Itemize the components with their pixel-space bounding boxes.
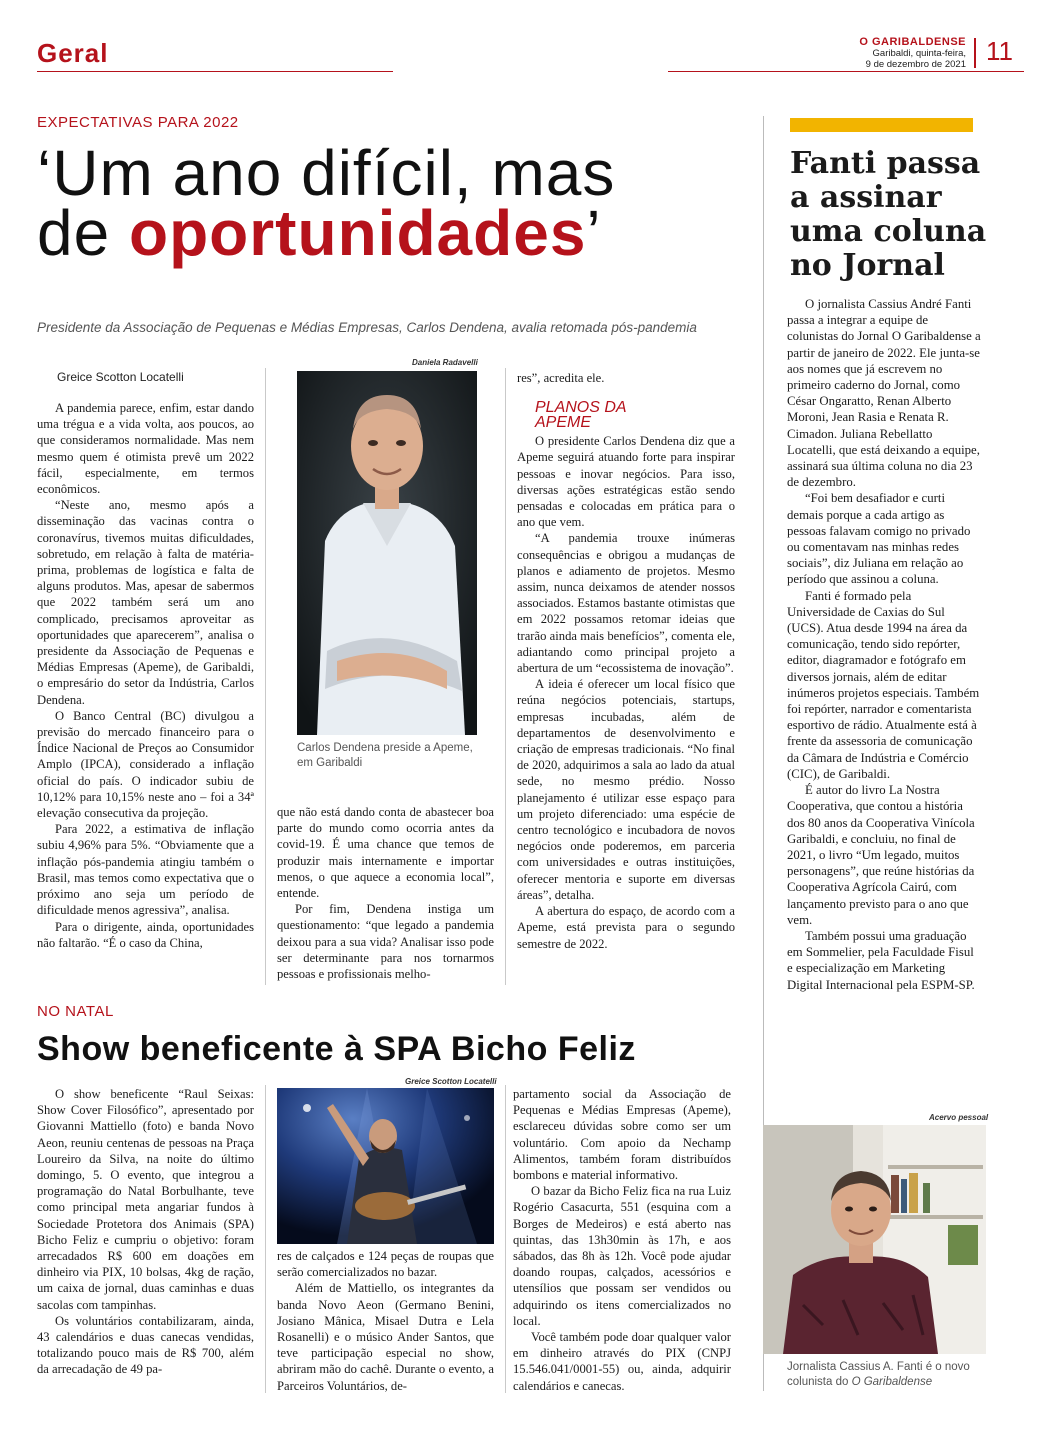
page-number-divider [974, 38, 976, 68]
paragraph: É autor do livro La Nostra Cooperativa, que contou a história dos 80 anos da Cooperativa Vinícola Garibaldi, e concluiu, no final de 2021, o livro “Um legado, muitos personagens”, que reúne histórias da Cooperativa Agrícola Cairú, com lançamento previsto para o ano que vem. [787, 783, 975, 927]
second-column-2 [277, 1248, 494, 1394]
paragraph: “Foi bem desafiador e curti demais porque a cada artigo as pessoas falavam comigo no privado ou comentavam nas minhas redes sociais”, diz Juliana em relação ao período que assinou a coluna. [787, 491, 971, 587]
headline-line-2: de oportunidades’ [37, 197, 602, 269]
paragraph: O presidente Carlos Dendena diz que a Apeme seguirá atuando forte para inspirar pessoas e inovar negócios. Para isso, diversas ações estratégicas estão sendo pensadas e colocadas em prática para o ano que vem. [517, 434, 735, 530]
second-column-1 [37, 1086, 254, 1378]
column-rule [505, 1085, 506, 1393]
photo-credit: Acervo pessoal [929, 1113, 989, 1122]
page-number: 11 [986, 36, 1013, 66]
paragraph: Os voluntários contabilizaram, ainda, 43 calendários e duas canecas vendidas, totalizando pouco mais de R$ 700, além da arrecadação de 49 pa- [37, 1313, 254, 1377]
column-rule [505, 368, 506, 985]
paragraph: O Banco Central (BC) divulgou a previsão do mercado financeiro para o Índice Nacional de Preços ao Consumidor Amplo (IPCA), considerado a inflação oficial do país. O indicador subiu de 10,12% para 10,15% neste ano – foi a 34ª elevação consecutiva da projeção. [37, 708, 254, 821]
subhead-planos: PLANOS DA APEME [535, 399, 627, 432]
sidebar-body [787, 296, 982, 993]
paragraph: A pandemia parece, enfim, estar dando uma trégua e a vida volta, aos poucos, ao que consideramos normalidade. Mas nem mesmo quem é otimista prevê um 2022 fácil, especialmente, em termos econômicos. [37, 401, 254, 497]
main-deck: Presidente da Associação de Pequenas e Médias Empresas, Carlos Dendena, avalia retomada pós-pandemia [37, 320, 697, 335]
headline-highlight: oportunidades [128, 197, 587, 269]
fanti-photo [763, 1125, 986, 1354]
second-column-3 [513, 1086, 731, 1394]
concert-photo [277, 1088, 494, 1244]
paragraph: Além de Mattiello, os integrantes da banda Novo Aeon (Germano Benini, Josiano Mânica, Misael Dutra e Lela Rosanelli) e o músico Ander Santos, que teve participação especial no show, abriram mão do cachê. Durante o evento, a Parceiros Voluntários, de- [277, 1281, 494, 1393]
photo-caption: Carlos Dendena preside a Apeme, em Garibaldi [297, 742, 473, 769]
second-headline: Show beneficente à SPA Bicho Feliz [37, 1030, 636, 1068]
column-rule [265, 1085, 266, 1393]
second-kicker: NO NATAL [37, 1003, 114, 1020]
paragraph: Por fim, Dendena instiga um questionamento: “que legado a pandemia deixou para a sua vida? Analisar isso pode ser determinante para nos tornarmos pessoas e profissionais melho- [277, 902, 494, 982]
section-title: Geral [37, 38, 109, 68]
paper-place-day: Garibaldi, quinta-feira, [872, 48, 966, 59]
main-column-2 [277, 804, 494, 982]
paragraph: Para 2022, a estimativa de inflação subiu 4,96% para 5%. “Obviamente que a inflação pós-pandemia atingiu também o Brasil, mas temos como expectativa que o próximo ano seja um período de dificuldade menos agressiva”, analisa. [37, 822, 254, 918]
main-byline: Greice Scotton Locatelli [57, 370, 184, 384]
paragraph: Fanti é formado pela Universidade de Caxias do Sul (UCS). Atua desde 1994 na área da comunicação, tendo sido repórter, editor, diagramador e fotógrafo em diversos jornais, além de editar inúmeros projetos especiais. Também foi repórter, narrador e comentarista esportivo de rádio. Atualmente está à frente da assessoria de comunicação da Câmara de Indústria e Comércio (CIC), de Garibaldi. [787, 588, 980, 781]
paragraph: O bazar da Bicho Feliz fica na rua Luiz Rogério Casacurta, 551 (esquina com a Borges de Medeiros) e está aberto nas quintas, das 13h30min às 17h, e aos sábados, das 8h às 12h. Você pode ajudar doando roupas, calçados, acessórios e utensílios que possam ser vendidos ou adquirindo os itens comercializados no local. [513, 1184, 731, 1328]
paper-name: O GARIBALDENSE [859, 36, 966, 48]
sidebar-headline: Fanti passa a assinar uma coluna no Jornal [790, 146, 987, 283]
paragraph: Você também pode doar qualquer valor em dinheiro através do PIX (CNPJ 15.546.041/0001-55) ou, ainda, adquirir calendários e canecas. [513, 1330, 731, 1393]
dendena-photo [297, 371, 477, 735]
headline-line-1: ‘Um ano difícil, mas [37, 137, 616, 209]
paper-date: 9 de dezembro de 2021 [865, 59, 966, 70]
sidebar-accent-bar [790, 118, 973, 132]
paragraph: Também possui uma graduação em Sommelier, pela Faculdade Fisul e especialização em Marketing Digital Internacional pela ESPM-SP. [787, 928, 975, 992]
paragraph: A ideia é oferecer um local físico que reúna negócios potenciais, startups, empresas incubadas, além de departamentos de desenvolvimento e criação de empresas tradicionais. “No final de 2020, adquirimos a sala ao lado da atual sede, no mesmo prédio. Nosso planejamento é utilizar esse espaço para um projeto diferenciado: uma espécie de centro tecnológico e incubadora de novos negócios onde poderemos, em parceria com universidades e outras instituições, oferecer mentoria e suporte em diversas áreas”, detalha. [517, 677, 735, 902]
column-rule [265, 368, 266, 985]
paragraph: partamento social da Associação de Pequenas e Médias Empresas (Apeme), esclareceu dúvidas sobre como ser um voluntário. Com apoio da Nechamp Alimentos, também foram distribuídos bombons e material informativo. [513, 1087, 731, 1183]
paragraph: “A pandemia trouxe inúmeras consequências e obrigou a mudanças de planos e adiamento de projetos. Mesmo assim, nunca deixamos de atender nossos associados. Estamos bastante otimistas que em 2022 possamos retomar ideias que trarão ainda mais benefícios”, comenta ele, adiantando como principal projeto a abertura de um “ecossistema de inovação”. [517, 531, 735, 676]
main-headline [37, 137, 616, 269]
paragraph: “Neste ano, mesmo após a disseminação das vacinas contra o coronavírus, tivemos muitas dificuldades, sobretudo, em relação à falta de matéria-prima, problemas de logística e falta de alguns produtos. Mas, apesar de sabermos que 2022 também será um ano complicado, precisamos aproveitar as oportunidades que aparecerem”, analisa o presidente da Associação de Pequenas e Médias Empresas (Apeme), de Garibaldi, o empresário do setor da Indústria, Carlos Dendena. [37, 498, 254, 707]
paragraph: que não está dando conta de abastecer boa parte do mundo como ocorria antes da covid-19. É uma chance que temos de produzir mais internamente e importar menos, o que aquece a economia local”, entende. [277, 805, 494, 901]
main-kicker: EXPECTATIVAS PARA 2022 [37, 114, 239, 131]
header-rule-left [37, 71, 393, 72]
main-column-1 [37, 400, 254, 951]
paragraph: Para o dirigente, ainda, oportunidades não faltarão. “É o caso da China, [37, 919, 254, 950]
paragraph: A abertura do espaço, de acordo com a Apeme, está prevista para o segundo semestre de 2022. [517, 904, 735, 951]
photo-credit: Daniela Radavelli [412, 358, 478, 367]
paragraph: O jornalista Cassius André Fanti passa a integrar a equipe de colunistas do Jornal O Garibaldense a partir de janeiro de 2022. Ele junta-se aos nomes que já escrevem no primeiro caderno do Jornal, como César Ongaratto, Renan Alberto Moroni, Jean Rasia e Renata R. Cimadon. Juliana Rebellatto Locatelli, que está deixando a equipe, assinará sua última coluna no dia 23 de dezembro. [787, 297, 981, 490]
photo-credit: Greice Scotton Locatelli [405, 1077, 497, 1086]
main-column-3 [517, 370, 735, 952]
sidebar-photo-caption: Jornalista Cassius A. Fanti é o novo colunista do O Garibaldense [787, 1361, 970, 1388]
paragraph: res de calçados e 124 peças de roupas que serão comercializados no bazar. [277, 1249, 494, 1280]
paragraph: res”, acredita ele. [517, 371, 605, 385]
paragraph: O show beneficente “Raul Seixas: Show Cover Filosófico”, apresentado por Giovanni Mattiello (foto) e banda Novo Aeon, reuniu centenas de pessoas na Praça Loureiro da Silva, na noite do último domingo, 5. O evento, que integrou a programação do Natal Borbulhante, teve como principal meta angariar fundos à Sociedade Protetora dos Animais (SPA) Bicho Feliz e cumpriu o objetivo: foram arrecadados R$ 600 em doações em dinheiro via PIX, 10 bolsas, 4kg de ração, um caixa de jornal, duas caminhas e duas sacolas com tampinhas. [37, 1087, 254, 1312]
masthead-info [859, 37, 966, 70]
header-rule-right [668, 71, 1024, 72]
